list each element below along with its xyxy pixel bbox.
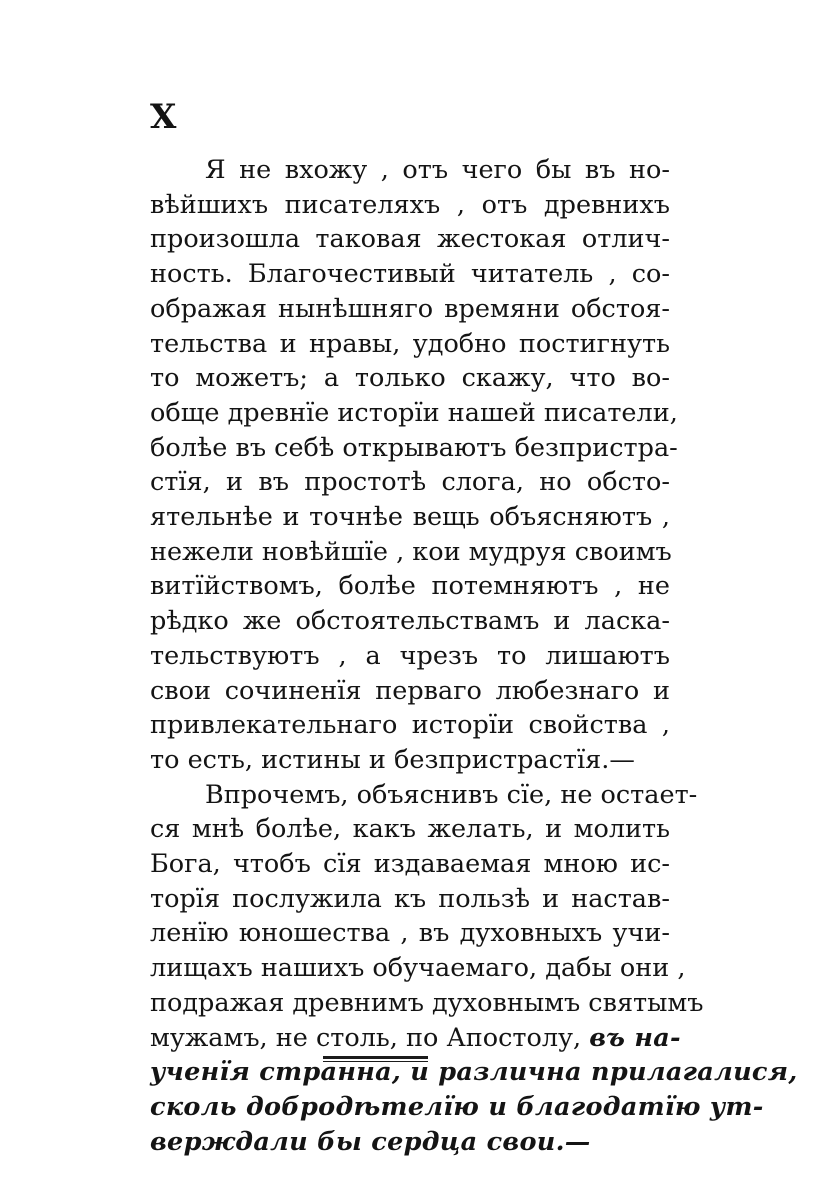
text-line: ленїю юношества , въ духовныхъ учи- (150, 918, 670, 949)
text-line: лищахъ нашихъ обучаемаго, дабы они , (150, 953, 686, 984)
end-rule-divider (323, 1056, 428, 1062)
text-line: произошла таковая жестокая отлич- (150, 224, 670, 255)
text-line: Впрочемъ, объяснивъ сїе, не остает- (205, 779, 698, 810)
text-line: ятельнѣе и точнѣе вещь объясняютъ , (150, 502, 670, 533)
text-line: то можетъ; а только скажу, что во- (150, 363, 670, 394)
text-line: Я не вхожу , отъ чего бы въ но- (205, 155, 670, 185)
text-line: витїйствомъ, болѣе потемняютъ , не (150, 571, 670, 602)
text-run-italic: въ на- (589, 1022, 681, 1053)
paragraph-2 (150, 778, 798, 1160)
text-line: Бога, чтобъ сїя издаваемая мною ис- (150, 849, 670, 880)
text-line: торїя послужила къ пользѣ и настав- (150, 883, 670, 914)
text-line: привлекательнаго исторїи свойства , (150, 710, 670, 741)
text-line: ся мнѣ болѣе, какъ желать, и молить (150, 814, 670, 845)
text-line: ность. Благочестивый читатель , со- (150, 259, 670, 290)
text-run-regular: мужамъ, не столь, по Апостолу, (150, 1022, 582, 1053)
text-line: рѣдко же обстоятельствамъ и ласка- (150, 606, 670, 637)
text-line-mixed (150, 1021, 681, 1056)
text-line: то есть, истины и безпристрастїя.— (150, 744, 635, 775)
italic-text-line: ученїя странна, и различна прилагалися, (150, 1057, 798, 1088)
italic-text-line: сколь добродѣтелїю и благодатїю ут- (150, 1091, 764, 1122)
text-line: тельствуютъ , а чрезъ то лишаютъ (150, 640, 670, 671)
paragraph-1 (150, 153, 678, 778)
text-line: обще древнїе исторїи нашей писатели, (150, 397, 678, 428)
page-number: X (150, 97, 177, 137)
italic-text-line: верждали бы сердца свои.— (150, 1126, 591, 1157)
text-line: болѣе въ себѣ открываютъ безпристра- (150, 432, 678, 463)
text-line: вѣйшихъ писателяхъ , отъ древнихъ (150, 189, 670, 220)
text-line: стїя, и въ простотѣ слога, но обсто- (150, 467, 670, 498)
body-text (150, 153, 798, 1159)
text-line: тельства и нравы, удобно постигнуть (150, 328, 670, 359)
text-line: подражая древнимъ духовнымъ святымъ (150, 987, 704, 1018)
text-line: ображая нынѣшняго времяни обстоя- (150, 293, 670, 324)
text-line: нежели новѣйшїе , кои мудруя своимъ (150, 536, 672, 567)
text-line: свои сочиненїя перваго любезнаго и (150, 675, 670, 706)
